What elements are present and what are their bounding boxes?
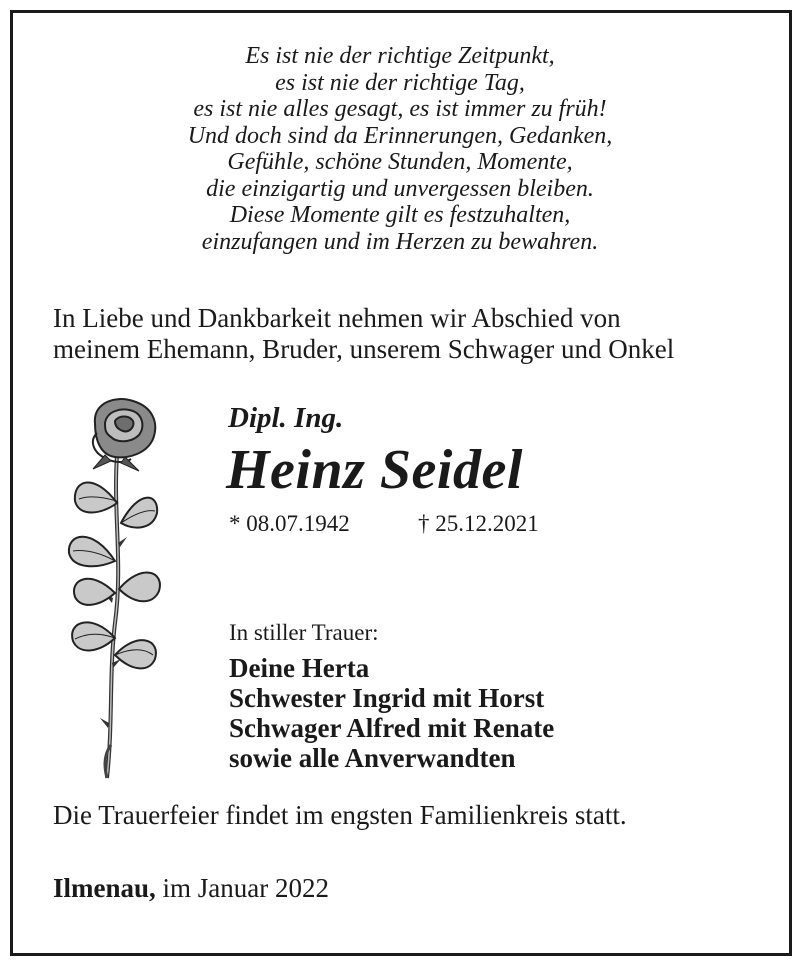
birth-date: * 08.07.1942	[229, 511, 350, 536]
poem-line: Diese Momente gilt es festzuhalten,	[229, 202, 571, 228]
rose-icon	[55, 393, 185, 788]
poem-line: einzufangen und im Herzen zu bewahren.	[201, 228, 599, 255]
poem-line: es ist nie der richtige Tag,	[275, 69, 525, 96]
death-date: † 25.12.2021	[418, 511, 539, 536]
city: Ilmenau,	[53, 873, 156, 903]
poem-line: Gefühle, schöne Stunden, Momente,	[227, 149, 573, 175]
mourner-item: sowie alle Anverwandten	[229, 743, 516, 773]
intro-line: meinem Ehemann, Bruder, unserem Schwager und Onkel	[53, 334, 675, 364]
place-date	[53, 873, 329, 904]
poem-line: es ist nie alles gesagt, es ist immer zu früh!	[193, 96, 607, 122]
academic-title: Dipl. Ing.	[228, 402, 344, 434]
poem	[0, 43, 800, 255]
poem-line: die einzigartig und unvergessen bleiben.	[206, 175, 594, 202]
mourner-item: Schwager Alfred mit Renate	[229, 713, 555, 743]
ceremony-note: Die Trauerfeier findet im engsten Familienkreis statt.	[53, 800, 627, 830]
intro-line: In Liebe und Dankbarkeit nehmen wir Abschied von	[53, 303, 621, 333]
mourners-list	[229, 653, 554, 773]
date: im Januar 2022	[162, 873, 330, 903]
mourner-item: Schwester Ingrid mit Horst	[229, 683, 545, 713]
farewell-intro	[53, 303, 674, 365]
deceased-name: Heinz Seidel	[226, 439, 523, 501]
mourner-item: Deine Herta	[229, 653, 370, 683]
poem-line: Und doch sind da Erinnerungen, Gedanken,	[187, 122, 613, 149]
mourning-label: In stiller Trauer:	[229, 620, 379, 645]
poem-line: Es ist nie der richtige Zeitpunkt,	[245, 43, 555, 69]
